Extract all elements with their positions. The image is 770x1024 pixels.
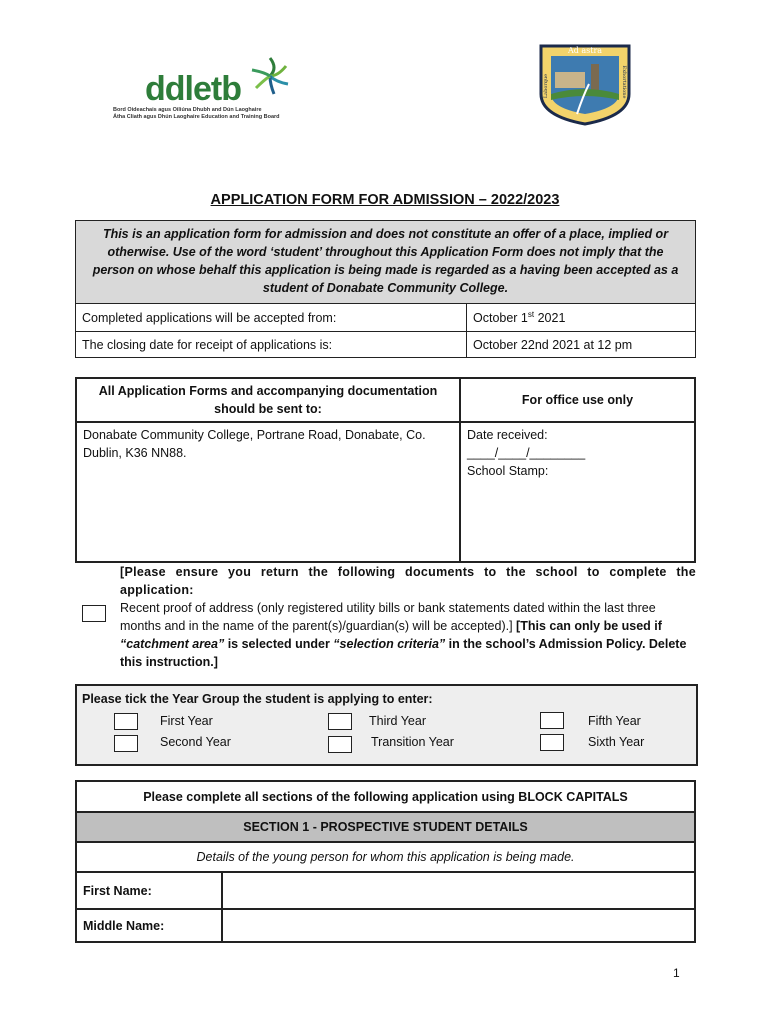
- transition-year-checkbox[interactable]: [328, 736, 352, 753]
- office-use-box: [460, 422, 695, 562]
- second-year-checkbox[interactable]: [114, 735, 138, 752]
- logo-subtitle: Bord Oideachais agus Oiliúna Dhubh and Dún Laoghaire Átha Cliath agus Dhún Laoghaire Education and Training Board: [113, 107, 280, 120]
- proof-of-address-checkbox[interactable]: [82, 605, 106, 622]
- fifth-year-checkbox[interactable]: [540, 712, 564, 729]
- fifth-year-label: Fifth Year: [588, 714, 641, 728]
- school-address: Donabate Community College, Portrane Road, Donabate, Co. Dublin, K36 NN88.: [76, 422, 460, 562]
- documents-instructions: [120, 563, 696, 671]
- block-capitals-instruction: Please complete all sections of the following application using BLOCK CAPITALS: [76, 781, 695, 812]
- crest-left-text: Laborque: [543, 73, 549, 99]
- section1-subheading: Details of the young person for whom this application is being made.: [76, 842, 695, 872]
- page-title: APPLICATION FORM FOR ADMISSION – 2022/2023: [210, 192, 560, 208]
- transition-year-label: Transition Year: [371, 735, 454, 749]
- swirl-icon: [248, 54, 292, 98]
- school-stamp-label: School Stamp:: [467, 464, 549, 478]
- page-number: 1: [673, 966, 680, 980]
- middle-name-label: Middle Name:: [76, 909, 222, 942]
- disclaimer-text: This is an application form for admission and does not constitute an offer of a place, implied or otherwise. Use of the word ‘student’ throughout this Application Form does not imply that the person on whose behalf this application is being made is regarded as a having been accepted as a student of Donabate Community College.: [76, 221, 696, 304]
- third-year-label: Third Year: [369, 714, 426, 728]
- date-received-label: Date received:: [467, 428, 548, 442]
- intro-table: [75, 220, 696, 358]
- second-year-label: Second Year: [160, 735, 231, 749]
- year-group-question: Please tick the Year Group the student is applying to enter:: [82, 692, 433, 706]
- first-year-label: First Year: [160, 714, 213, 728]
- sixth-year-checkbox[interactable]: [540, 734, 564, 751]
- send-to-header: All Application Forms and accompanying documentation should be sent to:: [76, 378, 460, 422]
- crest-motto: Ad astra: [567, 46, 603, 55]
- logo-wordmark: ddletb: [145, 70, 241, 108]
- year-group-box: [75, 684, 698, 766]
- middle-name-field[interactable]: [222, 909, 695, 942]
- accepted-from-label: Completed applications will be accepted from:: [76, 304, 467, 332]
- office-use-header: For office use only: [460, 378, 695, 422]
- accepted-from-value: October 1st 2021: [467, 304, 696, 332]
- first-year-checkbox[interactable]: [114, 713, 138, 730]
- closing-date-value: October 22nd 2021 at 12 pm: [467, 332, 696, 358]
- documents-intro: [Please ensure you return the following documents to the school to complete the application:: [120, 565, 696, 597]
- sixth-year-label: Sixth Year: [588, 735, 645, 749]
- closing-date-label: The closing date for receipt of applications is:: [76, 332, 467, 358]
- submission-table: [75, 377, 696, 563]
- section1-heading: SECTION 1 - PROSPECTIVE STUDENT DETAILS: [76, 812, 695, 842]
- school-crest: [537, 44, 633, 126]
- section1-table: [75, 780, 696, 943]
- first-name-label: First Name:: [76, 872, 222, 909]
- crest-right-text: Exhortatione: [621, 65, 627, 99]
- proof-of-address-item: Recent proof of address (only registered utility bills or bank statements dated within the last three months and in the name of the parent(s)/guardian(s) will be accepted).] [This can only be used if “catchment area” is selected under “selection criteria” in the school’s Admission Policy. Delete this instruction.]: [120, 601, 687, 669]
- third-year-checkbox[interactable]: [328, 713, 352, 730]
- first-name-field[interactable]: [222, 872, 695, 909]
- date-received-blank: ____/____/________: [467, 446, 586, 460]
